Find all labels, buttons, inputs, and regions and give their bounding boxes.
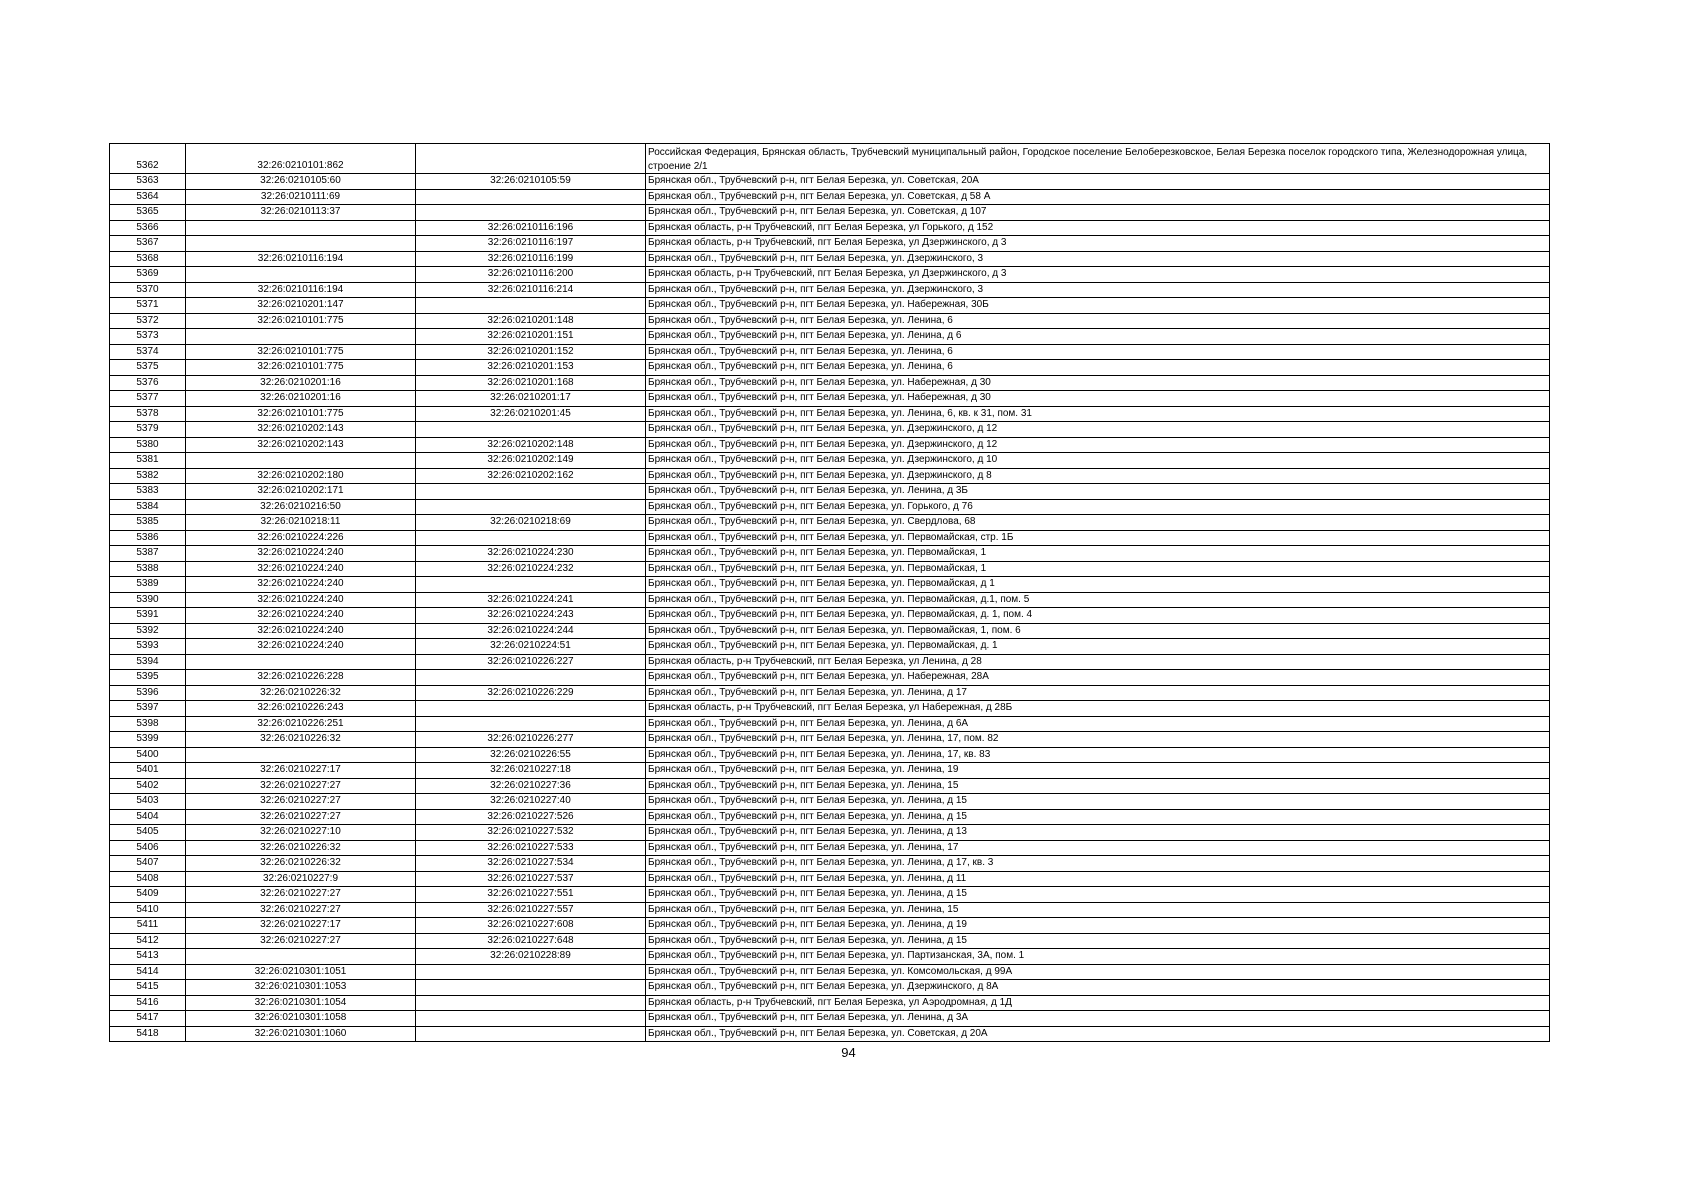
address-cell: Брянская обл., Трубчевский р-н, пгт Белая Березка, ул. Ленина, 6 [646, 344, 1550, 360]
related-cadastral-number-cell [416, 484, 646, 500]
related-cadastral-number-cell: 32:26:0210224:244 [416, 623, 646, 639]
table-row [110, 236, 1550, 252]
row-number-cell: 5363 [110, 174, 186, 190]
address-cell: Брянская обл., Трубчевский р-н, пгт Белая Березка, ул. Советская, д 58 А [646, 189, 1550, 205]
table-row [110, 561, 1550, 577]
cadastral-number-cell: 32:26:0210105:60 [186, 174, 416, 190]
table-row [110, 654, 1550, 670]
table-row [110, 933, 1550, 949]
table-row [110, 1026, 1550, 1042]
row-number-cell: 5380 [110, 437, 186, 453]
row-number-cell: 5402 [110, 778, 186, 794]
cadastral-number-cell: 32:26:0210224:240 [186, 608, 416, 624]
related-cadastral-number-cell: 32:26:0210201:168 [416, 375, 646, 391]
table-row [110, 251, 1550, 267]
cadastral-number-cell: 32:26:0210227:27 [186, 887, 416, 903]
related-cadastral-number-cell: 32:26:0210227:557 [416, 902, 646, 918]
table-row [110, 623, 1550, 639]
table-row [110, 453, 1550, 469]
row-number-cell: 5368 [110, 251, 186, 267]
cadastral-number-cell: 32:26:0210226:251 [186, 716, 416, 732]
table-row [110, 499, 1550, 515]
address-cell: Брянская обл., Трубчевский р-н, пгт Белая Березка, ул. Дзержинского, д 12 [646, 422, 1550, 438]
cadastral-number-cell: 32:26:0210226:32 [186, 732, 416, 748]
address-cell: Брянская обл., Трубчевский р-н, пгт Белая Березка, ул. Дзержинского, д 8 [646, 468, 1550, 484]
related-cadastral-number-cell: 32:26:0210224:232 [416, 561, 646, 577]
row-number-cell: 5389 [110, 577, 186, 593]
cadastral-number-cell: 32:26:0210226:32 [186, 840, 416, 856]
address-cell: Брянская обл., Трубчевский р-н, пгт Белая Березка, ул. Набережная, д 30 [646, 375, 1550, 391]
table-row [110, 995, 1550, 1011]
cadastral-number-cell: 32:26:0210101:775 [186, 406, 416, 422]
row-number-cell: 5364 [110, 189, 186, 205]
related-cadastral-number-cell: 32:26:0210201:151 [416, 329, 646, 345]
address-cell: Брянская обл., Трубчевский р-н, пгт Белая Березка, ул. Первомайская, стр. 1Б [646, 530, 1550, 546]
cadastral-number-cell: 32:26:0210202:171 [186, 484, 416, 500]
address-cell: Брянская обл., Трубчевский р-н, пгт Белая Березка, ул. Ленина, д 6А [646, 716, 1550, 732]
table-row [110, 825, 1550, 841]
related-cadastral-number-cell: 32:26:0210226:55 [416, 747, 646, 763]
row-number-cell: 5365 [110, 205, 186, 221]
row-number-cell: 5398 [110, 716, 186, 732]
address-cell: Брянская обл., Трубчевский р-н, пгт Белая Березка, ул. Первомайская, д.1, пом. 5 [646, 592, 1550, 608]
table-row [110, 887, 1550, 903]
address-cell: Брянская обл., Трубчевский р-н, пгт Белая Березка, ул. Ленина, д 15 [646, 887, 1550, 903]
table-row [110, 267, 1550, 283]
related-cadastral-number-cell [416, 298, 646, 314]
related-cadastral-number-cell: 32:26:0210116:200 [416, 267, 646, 283]
address-cell: Брянская обл., Трубчевский р-н, пгт Белая Березка, ул. Свердлова, 68 [646, 515, 1550, 531]
cadastral-number-cell: 32:26:0210201:147 [186, 298, 416, 314]
address-cell: Брянская обл., Трубчевский р-н, пгт Белая Березка, ул. Ленина, 17, пом. 82 [646, 732, 1550, 748]
row-number-cell: 5401 [110, 763, 186, 779]
related-cadastral-number-cell [416, 205, 646, 221]
table-row [110, 670, 1550, 686]
row-number-cell: 5409 [110, 887, 186, 903]
table-row [110, 189, 1550, 205]
related-cadastral-number-cell: 32:26:0210201:17 [416, 391, 646, 407]
cadastral-number-cell: 32:26:0210202:180 [186, 468, 416, 484]
related-cadastral-number-cell [416, 701, 646, 717]
row-number-cell: 5383 [110, 484, 186, 500]
cadastral-number-cell: 32:26:0210101:775 [186, 313, 416, 329]
address-cell: Брянская обл., Трубчевский р-н, пгт Белая Березка, ул. Ленина, 17, кв. 83 [646, 747, 1550, 763]
related-cadastral-number-cell [416, 1011, 646, 1027]
address-cell: Брянская обл., Трубчевский р-н, пгт Белая Березка, ул. Набережная, 28А [646, 670, 1550, 686]
table-row [110, 964, 1550, 980]
table-row [110, 949, 1550, 965]
related-cadastral-number-cell: 32:26:0210116:196 [416, 220, 646, 236]
page-number: 94 [841, 1045, 856, 1060]
row-number-cell: 5382 [110, 468, 186, 484]
address-cell: Брянская обл., Трубчевский р-н, пгт Белая Березка, ул. Дзержинского, д 10 [646, 453, 1550, 469]
address-cell: Брянская область, р-н Трубчевский, пгт Белая Березка, ул Дзержинского, д 3 [646, 267, 1550, 283]
related-cadastral-number-cell: 32:26:0210226:227 [416, 654, 646, 670]
cadastral-number-cell: 32:26:0210227:10 [186, 825, 416, 841]
row-number-cell: 5417 [110, 1011, 186, 1027]
address-cell: Брянская обл., Трубчевский р-н, пгт Белая Березка, ул. Ленина, д 19 [646, 918, 1550, 934]
cadastral-number-cell [186, 329, 416, 345]
row-number-cell: 5370 [110, 282, 186, 298]
row-number-cell: 5403 [110, 794, 186, 810]
related-cadastral-number-cell: 32:26:0210226:229 [416, 685, 646, 701]
related-cadastral-number-cell [416, 980, 646, 996]
row-number-cell: 5415 [110, 980, 186, 996]
table-row [110, 530, 1550, 546]
address-cell: Брянская обл., Трубчевский р-н, пгт Белая Березка, ул. Ленина, 19 [646, 763, 1550, 779]
cadastral-number-cell: 32:26:0210227:17 [186, 763, 416, 779]
related-cadastral-number-cell [416, 1026, 646, 1042]
cadastral-number-cell: 32:26:0210218:11 [186, 515, 416, 531]
address-cell: Брянская обл., Трубчевский р-н, пгт Белая Березка, ул. Ленина, д 15 [646, 809, 1550, 825]
table-row [110, 716, 1550, 732]
related-cadastral-number-cell: 32:26:0210227:608 [416, 918, 646, 934]
address-cell: Брянская область, р-н Трубчевский, пгт Белая Березка, ул Дзержинского, д 3 [646, 236, 1550, 252]
cadastral-number-cell: 32:26:0210226:228 [186, 670, 416, 686]
row-number-cell: 5375 [110, 360, 186, 376]
row-number-cell: 5397 [110, 701, 186, 717]
address-cell: Брянская обл., Трубчевский р-н, пгт Белая Березка, ул. Дзержинского, 3 [646, 251, 1550, 267]
cadastral-number-cell: 32:26:0210101:775 [186, 344, 416, 360]
related-cadastral-number-cell [416, 964, 646, 980]
row-number-cell: 5394 [110, 654, 186, 670]
cadastral-number-cell: 32:26:0210224:240 [186, 577, 416, 593]
cadastral-number-cell: 32:26:0210224:240 [186, 592, 416, 608]
row-number-cell: 5367 [110, 236, 186, 252]
cadastral-number-cell [186, 949, 416, 965]
cadastral-number-cell: 32:26:0210224:240 [186, 546, 416, 562]
related-cadastral-number-cell: 32:26:0210224:243 [416, 608, 646, 624]
related-cadastral-number-cell: 32:26:0210202:149 [416, 453, 646, 469]
cadastral-number-cell: 32:26:0210226:32 [186, 685, 416, 701]
related-cadastral-number-cell: 32:26:0210202:162 [416, 468, 646, 484]
table-row [110, 1011, 1550, 1027]
related-cadastral-number-cell: 32:26:0210224:230 [416, 546, 646, 562]
related-cadastral-number-cell [416, 716, 646, 732]
related-cadastral-number-cell: 32:26:0210227:526 [416, 809, 646, 825]
address-cell: Брянская обл., Трубчевский р-н, пгт Белая Березка, ул. Ленина, д 13 [646, 825, 1550, 841]
related-cadastral-number-cell: 32:26:0210227:40 [416, 794, 646, 810]
address-cell: Российская Федерация, Брянская область, Трубчевский муниципальный район, Городское поселение Белоберезковское, Белая Березка поселок городского типа, Железнодорожная улица, строение 2/1 [646, 144, 1550, 174]
address-cell: Брянская обл., Трубчевский р-н, пгт Белая Березка, ул. Ленина, д 11 [646, 871, 1550, 887]
related-cadastral-number-cell: 32:26:0210227:534 [416, 856, 646, 872]
address-cell: Брянская обл., Трубчевский р-н, пгт Белая Березка, ул. Ленина, 15 [646, 902, 1550, 918]
cadastral-number-cell [186, 220, 416, 236]
row-number-cell: 5387 [110, 546, 186, 562]
cadastral-number-cell: 32:26:0210301:1060 [186, 1026, 416, 1042]
table-row [110, 701, 1550, 717]
table-row [110, 639, 1550, 655]
related-cadastral-number-cell: 32:26:0210116:197 [416, 236, 646, 252]
row-number-cell: 5374 [110, 344, 186, 360]
cadastral-number-cell: 32:26:0210201:16 [186, 375, 416, 391]
table-row [110, 902, 1550, 918]
address-cell: Брянская обл., Трубчевский р-н, пгт Белая Березка, ул. Первомайская, д. 1, пом. 4 [646, 608, 1550, 624]
row-number-cell: 5406 [110, 840, 186, 856]
related-cadastral-number-cell: 32:26:0210201:148 [416, 313, 646, 329]
row-number-cell: 5410 [110, 902, 186, 918]
cadastral-number-cell: 32:26:0210116:194 [186, 251, 416, 267]
cadastral-number-cell: 32:26:0210227:27 [186, 794, 416, 810]
address-cell: Брянская обл., Трубчевский р-н, пгт Белая Березка, ул. Первомайская, 1 [646, 561, 1550, 577]
related-cadastral-number-cell: 32:26:0210227:532 [416, 825, 646, 841]
address-cell: Брянская область, р-н Трубчевский, пгт Белая Березка, ул Ленина, д 28 [646, 654, 1550, 670]
table-row [110, 298, 1550, 314]
related-cadastral-number-cell: 32:26:0210226:277 [416, 732, 646, 748]
table-row [110, 732, 1550, 748]
cadastral-number-cell [186, 747, 416, 763]
table-row [110, 220, 1550, 236]
row-number-cell: 5381 [110, 453, 186, 469]
address-cell: Брянская обл., Трубчевский р-н, пгт Белая Березка, ул. Дзержинского, д 12 [646, 437, 1550, 453]
cadastral-number-cell: 32:26:0210202:143 [186, 437, 416, 453]
address-cell: Брянская обл., Трубчевский р-н, пгт Белая Березка, ул. Ленина, 6 [646, 360, 1550, 376]
table-row [110, 546, 1550, 562]
cadastral-number-cell: 32:26:0210111:69 [186, 189, 416, 205]
row-number-cell: 5379 [110, 422, 186, 438]
address-cell: Брянская обл., Трубчевский р-н, пгт Белая Березка, ул. Дзержинского, д 8А [646, 980, 1550, 996]
row-number-cell: 5391 [110, 608, 186, 624]
address-cell: Брянская обл., Трубчевский р-н, пгт Белая Березка, ул. Набережная, д 30 [646, 391, 1550, 407]
row-number-cell: 5369 [110, 267, 186, 283]
row-number-cell: 5371 [110, 298, 186, 314]
address-cell: Брянская обл., Трубчевский р-н, пгт Белая Березка, ул. Дзержинского, 3 [646, 282, 1550, 298]
related-cadastral-number-cell: 32:26:0210116:214 [416, 282, 646, 298]
row-number-cell: 5392 [110, 623, 186, 639]
row-number-cell: 5399 [110, 732, 186, 748]
row-number-cell: 5407 [110, 856, 186, 872]
row-number-cell: 5377 [110, 391, 186, 407]
address-cell: Брянская обл., Трубчевский р-н, пгт Белая Березка, ул. Ленина, д 6 [646, 329, 1550, 345]
table-row [110, 313, 1550, 329]
address-cell: Брянская обл., Трубчевский р-н, пгт Белая Березка, ул. Ленина, д 15 [646, 933, 1550, 949]
cadastral-number-cell [186, 236, 416, 252]
cadastral-number-cell: 32:26:0210301:1051 [186, 964, 416, 980]
row-number-cell: 5411 [110, 918, 186, 934]
address-cell: Брянская обл., Трубчевский р-н, пгт Белая Березка, ул. Ленина, д 17 [646, 685, 1550, 701]
related-cadastral-number-cell [416, 670, 646, 686]
table-row [110, 809, 1550, 825]
cadastral-number-cell: 32:26:0210224:240 [186, 639, 416, 655]
row-number-cell: 5386 [110, 530, 186, 546]
related-cadastral-number-cell: 32:26:0210228:89 [416, 949, 646, 965]
table-row [110, 685, 1550, 701]
table-row [110, 747, 1550, 763]
address-cell: Брянская обл., Трубчевский р-н, пгт Белая Березка, ул. Ленина, 17 [646, 840, 1550, 856]
row-number-cell: 5413 [110, 949, 186, 965]
address-cell: Брянская область, р-н Трубчевский, пгт Белая Березка, ул Горького, д 152 [646, 220, 1550, 236]
related-cadastral-number-cell: 32:26:0210218:69 [416, 515, 646, 531]
row-number-cell: 5362 [110, 144, 186, 174]
table-row [110, 980, 1550, 996]
address-cell: Брянская обл., Трубчевский р-н, пгт Белая Березка, ул. Первомайская, д 1 [646, 577, 1550, 593]
row-number-cell: 5373 [110, 329, 186, 345]
address-cell: Брянская обл., Трубчевский р-н, пгт Белая Березка, ул. Ленина, 6 [646, 313, 1550, 329]
address-cell: Брянская обл., Трубчевский р-н, пгт Белая Березка, ул. Ленина, 15 [646, 778, 1550, 794]
row-number-cell: 5396 [110, 685, 186, 701]
cadastral-number-cell: 32:26:0210227:27 [186, 778, 416, 794]
cadastral-number-cell: 32:26:0210224:226 [186, 530, 416, 546]
row-number-cell: 5393 [110, 639, 186, 655]
table-row [110, 794, 1550, 810]
cadastral-number-cell: 32:26:0210101:775 [186, 360, 416, 376]
cadastral-number-cell: 32:26:0210116:194 [186, 282, 416, 298]
cadastral-number-cell: 32:26:0210227:27 [186, 902, 416, 918]
address-cell: Брянская обл., Трубчевский р-н, пгт Белая Березка, ул. Первомайская, 1, пом. 6 [646, 623, 1550, 639]
address-cell: Брянская обл., Трубчевский р-н, пгт Белая Березка, ул. Горького, д 76 [646, 499, 1550, 515]
related-cadastral-number-cell: 32:26:0210201:152 [416, 344, 646, 360]
row-number-cell: 5376 [110, 375, 186, 391]
address-cell: Брянская обл., Трубчевский р-н, пгт Белая Березка, ул. Ленина, д 3А [646, 1011, 1550, 1027]
table-row [110, 344, 1550, 360]
address-cell: Брянская обл., Трубчевский р-н, пгт Белая Березка, ул. Ленина, д 17, кв. 3 [646, 856, 1550, 872]
table-row [110, 608, 1550, 624]
related-cadastral-number-cell [416, 530, 646, 546]
address-cell: Брянская обл., Трубчевский р-н, пгт Белая Березка, ул. Ленина, д 3Б [646, 484, 1550, 500]
cadastral-number-cell: 32:26:0210301:1054 [186, 995, 416, 1011]
row-number-cell: 5400 [110, 747, 186, 763]
cadastral-number-cell: 32:26:0210301:1053 [186, 980, 416, 996]
cadastral-number-cell: 32:26:0210224:240 [186, 623, 416, 639]
related-cadastral-number-cell [416, 144, 646, 174]
table-row [110, 406, 1550, 422]
row-number-cell: 5388 [110, 561, 186, 577]
address-cell: Брянская обл., Трубчевский р-н, пгт Белая Березка, ул. Первомайская, 1 [646, 546, 1550, 562]
related-cadastral-number-cell: 32:26:0210202:148 [416, 437, 646, 453]
row-number-cell: 5414 [110, 964, 186, 980]
row-number-cell: 5384 [110, 499, 186, 515]
table-row [110, 918, 1550, 934]
cadastral-number-cell: 32:26:0210202:143 [186, 422, 416, 438]
related-cadastral-number-cell [416, 499, 646, 515]
cadastral-table [109, 143, 1550, 1042]
related-cadastral-number-cell [416, 422, 646, 438]
related-cadastral-number-cell [416, 189, 646, 205]
row-number-cell: 5390 [110, 592, 186, 608]
cadastral-number-cell: 32:26:0210226:32 [186, 856, 416, 872]
table-row [110, 205, 1550, 221]
row-number-cell: 5366 [110, 220, 186, 236]
cadastral-number-cell: 32:26:0210101:862 [186, 144, 416, 174]
table-row [110, 437, 1550, 453]
row-number-cell: 5416 [110, 995, 186, 1011]
row-number-cell: 5385 [110, 515, 186, 531]
cadastral-number-cell: 32:26:0210301:1058 [186, 1011, 416, 1027]
row-number-cell: 5408 [110, 871, 186, 887]
cadastral-number-cell: 32:26:0210201:16 [186, 391, 416, 407]
address-cell: Брянская обл., Трубчевский р-н, пгт Белая Березка, ул. Первомайская, д. 1 [646, 639, 1550, 655]
table-row [110, 360, 1550, 376]
table-row [110, 391, 1550, 407]
table-row [110, 577, 1550, 593]
row-number-cell: 5412 [110, 933, 186, 949]
related-cadastral-number-cell: 32:26:0210227:533 [416, 840, 646, 856]
cadastral-number-cell: 32:26:0210226:243 [186, 701, 416, 717]
row-number-cell: 5372 [110, 313, 186, 329]
related-cadastral-number-cell: 32:26:0210201:153 [416, 360, 646, 376]
table-row [110, 856, 1550, 872]
cadastral-number-cell [186, 654, 416, 670]
cadastral-number-cell [186, 267, 416, 283]
related-cadastral-number-cell: 32:26:0210224:241 [416, 592, 646, 608]
cadastral-number-cell: 32:26:0210227:27 [186, 809, 416, 825]
related-cadastral-number-cell: 32:26:0210227:648 [416, 933, 646, 949]
related-cadastral-number-cell: 32:26:0210201:45 [416, 406, 646, 422]
cadastral-number-cell: 32:26:0210224:240 [186, 561, 416, 577]
cadastral-number-cell: 32:26:0210227:17 [186, 918, 416, 934]
related-cadastral-number-cell: 32:26:0210224:51 [416, 639, 646, 655]
related-cadastral-number-cell [416, 577, 646, 593]
row-number-cell: 5395 [110, 670, 186, 686]
cadastral-number-cell [186, 453, 416, 469]
address-cell: Брянская обл., Трубчевский р-н, пгт Белая Березка, ул. Советская, 20А [646, 174, 1550, 190]
table-row [110, 329, 1550, 345]
address-cell: Брянская обл., Трубчевский р-н, пгт Белая Березка, ул. Ленина, д 15 [646, 794, 1550, 810]
related-cadastral-number-cell: 32:26:0210227:551 [416, 887, 646, 903]
address-cell: Брянская обл., Трубчевский р-н, пгт Белая Березка, ул. Набережная, 30Б [646, 298, 1550, 314]
address-cell: Брянская обл., Трубчевский р-н, пгт Белая Березка, ул. Комсомольская, д 99А [646, 964, 1550, 980]
row-number-cell: 5404 [110, 809, 186, 825]
table-row [110, 515, 1550, 531]
address-cell: Брянская обл., Трубчевский р-н, пгт Белая Березка, ул. Партизанская, 3А, пом. 1 [646, 949, 1550, 965]
address-cell: Брянская обл., Трубчевский р-н, пгт Белая Березка, ул. Советская, д 20А [646, 1026, 1550, 1042]
address-cell: Брянская область, р-н Трубчевский, пгт Белая Березка, ул Аэродромная, д 1Д [646, 995, 1550, 1011]
table-row [110, 468, 1550, 484]
table-row [110, 871, 1550, 887]
address-cell: Брянская обл., Трубчевский р-н, пгт Белая Березка, ул. Советская, д 107 [646, 205, 1550, 221]
cadastral-number-cell: 32:26:0210227:9 [186, 871, 416, 887]
table-row [110, 592, 1550, 608]
related-cadastral-number-cell: 32:26:0210105:59 [416, 174, 646, 190]
table-row [110, 778, 1550, 794]
table-row [110, 174, 1550, 190]
address-cell: Брянская область, р-н Трубчевский, пгт Белая Березка, ул Набережная, д 28Б [646, 701, 1550, 717]
table-row [110, 840, 1550, 856]
related-cadastral-number-cell: 32:26:0210116:199 [416, 251, 646, 267]
row-number-cell: 5405 [110, 825, 186, 841]
row-number-cell: 5418 [110, 1026, 186, 1042]
cadastral-table-body [110, 144, 1550, 1042]
table-row [110, 763, 1550, 779]
table-row [110, 144, 1550, 174]
table-row [110, 422, 1550, 438]
table-row [110, 484, 1550, 500]
table-row [110, 282, 1550, 298]
related-cadastral-number-cell: 32:26:0210227:36 [416, 778, 646, 794]
cadastral-number-cell: 32:26:0210227:27 [186, 933, 416, 949]
address-cell: Брянская обл., Трубчевский р-н, пгт Белая Березка, ул. Ленина, 6, кв. к 31, пом. 31 [646, 406, 1550, 422]
cadastral-number-cell: 32:26:0210216:50 [186, 499, 416, 515]
table-row [110, 375, 1550, 391]
related-cadastral-number-cell: 32:26:0210227:537 [416, 871, 646, 887]
row-number-cell: 5378 [110, 406, 186, 422]
related-cadastral-number-cell: 32:26:0210227:18 [416, 763, 646, 779]
cadastral-number-cell: 32:26:0210113:37 [186, 205, 416, 221]
related-cadastral-number-cell [416, 995, 646, 1011]
